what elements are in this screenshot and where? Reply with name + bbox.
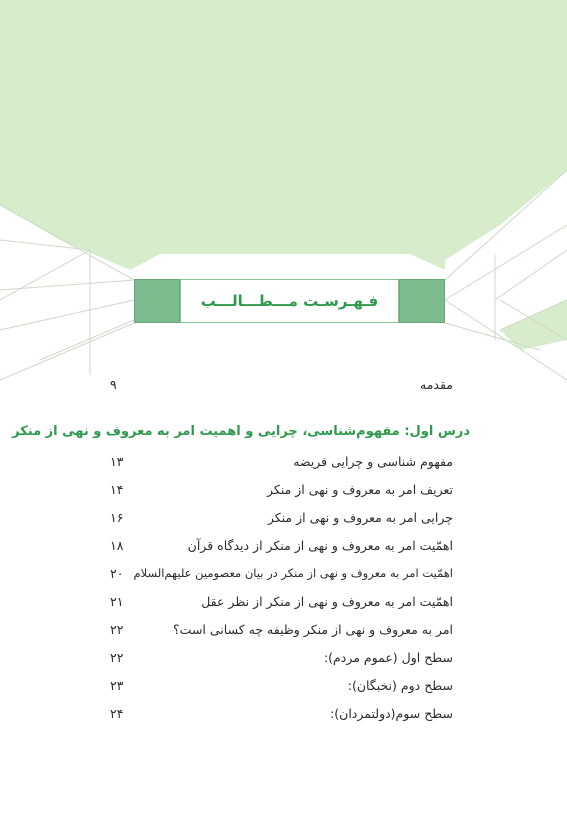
toc-page-number: ۱۸ (110, 537, 124, 553)
title-box (180, 279, 399, 323)
toc-row[interactable] (108, 451, 453, 471)
toc-page-number: ۲۳ (110, 677, 124, 693)
toc-row[interactable] (108, 619, 453, 639)
toc-label: اهمّیت امر به معروف و نهی از منکر از دیدگاه قرآن (187, 537, 453, 553)
toc-row[interactable] (108, 703, 453, 723)
toc-row[interactable] (108, 507, 453, 527)
toc-label: سطح سوم(دولتمردان): (330, 705, 453, 721)
toc-page-number: ۹ (110, 376, 117, 392)
title-band (134, 279, 445, 323)
page-title: فـهـرسـت مـــطـــالـــب (200, 292, 379, 310)
toc-label: امر به معروف و نهی از منکر وظیفه چه کسانی است؟ (173, 621, 453, 637)
toc-page-number: ۲۱ (110, 593, 124, 609)
toc-row[interactable] (108, 591, 453, 611)
toc-label: اهمّیت امر به معروف و نهی از منکر در بیان معصومین علیهم‌السلام (133, 566, 453, 580)
toc-page-number: ۲۲ (110, 649, 124, 665)
toc-label: مفهوم شناسی و چرایی فریضه (293, 453, 453, 469)
toc-page-number: ۱۳ (110, 453, 124, 469)
toc-label: اهمّیت امر به معروف و نهی از منکر از نظر عقل (201, 593, 453, 609)
toc-page-number: ۲۲ (110, 621, 124, 637)
toc-page-number: ۲۰ (110, 565, 124, 581)
toc-row[interactable] (108, 479, 453, 499)
toc-page-number: ۱۶ (110, 509, 124, 525)
toc-row[interactable] (108, 647, 453, 667)
title-block-left (134, 279, 180, 323)
toc-label: مقدمه (420, 376, 453, 392)
toc-page-number: ۱۴ (110, 481, 124, 497)
title-block-right (399, 279, 445, 323)
toc-row[interactable] (108, 563, 453, 583)
toc-label: چرایی امر به معروف و نهی از منکر (267, 509, 453, 525)
toc-label: تعریف امر به معروف و نهی از منکر (267, 481, 453, 497)
toc-row-intro[interactable] (108, 374, 453, 394)
toc-row[interactable] (108, 675, 453, 695)
chapter-heading[interactable]: درس اول: مفهوم‌شناسی، چرایی و اهمیت امر به معروف و نهی از منکر (12, 424, 470, 439)
toc-page-number: ۲۴ (110, 705, 124, 721)
toc-label: سطح دوم (نخبگان): (347, 677, 453, 693)
toc-row[interactable] (108, 535, 453, 555)
toc-label: سطح اول (عموم مردم): (323, 649, 453, 665)
